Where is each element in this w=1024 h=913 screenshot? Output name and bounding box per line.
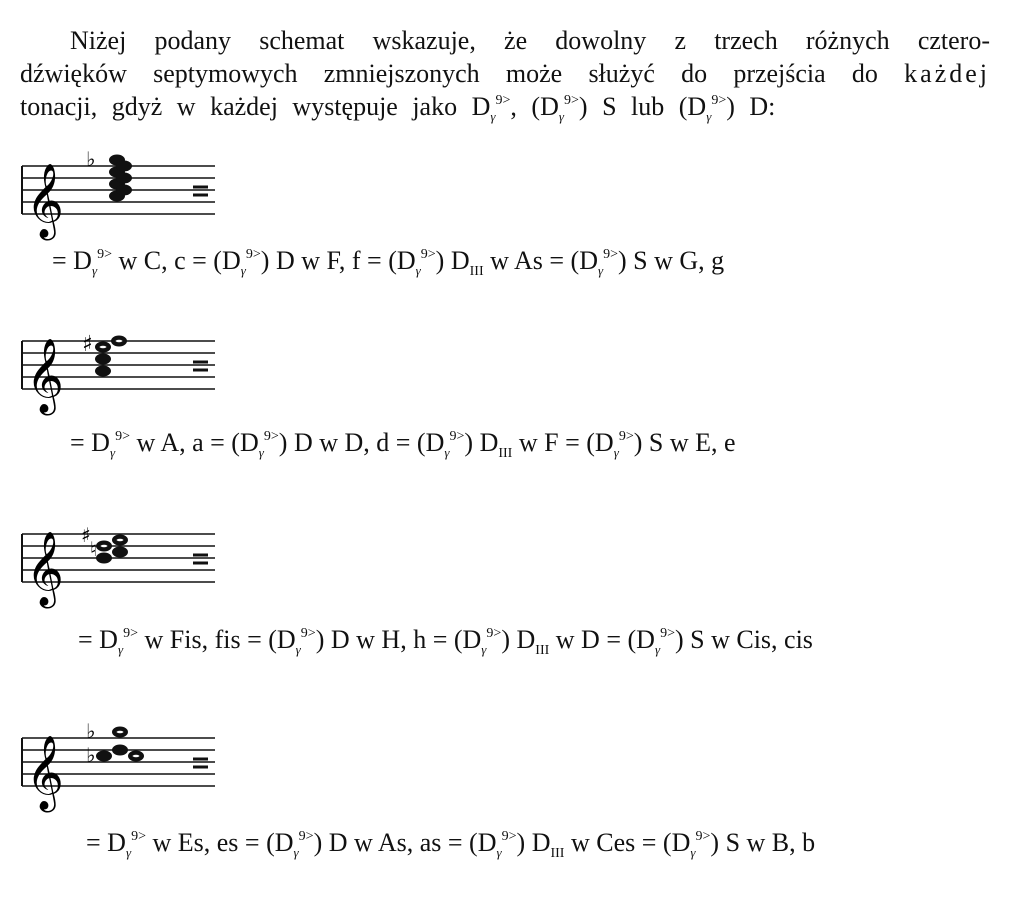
treble-clef-icon: 𝄞 (26, 532, 64, 606)
flat-icon: ♭ (86, 743, 96, 767)
dominant-symbol: $D_\gamma^{9>}$ (687, 92, 727, 124)
intro-line-2 (20, 57, 990, 90)
chord-example-4 (0, 722, 1024, 872)
music-staff-3 (0, 518, 240, 618)
dominant-symbol: $D_\gamma^{9>}$ (671, 828, 711, 860)
dominant-symbol: $D_\gamma^{9>}$ (471, 92, 511, 124)
dominant-symbol: $D_\gamma^{9>}$ (540, 92, 579, 124)
dominant-iii-symbol: $D_{III}$ (531, 828, 565, 861)
dominant-symbol: $D_\gamma^{9>}$ (99, 625, 138, 657)
music-staff-1 (0, 150, 240, 250)
dominant-symbol: $D_\gamma^{9>}$ (425, 428, 465, 460)
dominant-iii-symbol: $D_{III}$ (450, 246, 484, 279)
dominant-symbol: $D_\gamma^{9>}$ (477, 828, 517, 860)
dominant-symbol: $D_\gamma^{9>}$ (579, 246, 618, 278)
chord-example-2 (0, 325, 1024, 465)
intro-line-2-text: dźwięków septymowych zmniejszonych może służyć do przejścia do (20, 59, 905, 88)
dominant-symbol: $D_\gamma^{9>}$ (91, 428, 130, 460)
dominant-symbol: $D_\gamma^{9>}$ (636, 625, 675, 657)
equation-row-4: = $D_\gamma^{9>}$ w Es, es = $(D_\gamma^{9>})$ D w As, as = $(D_\gamma^{9>})$ $D_{III}$ w Ces = $(D_\gamma^{9>})$ S w B, b (86, 828, 816, 861)
intro-line-3-sep: , ( (510, 92, 541, 121)
chord-example-3 (0, 518, 1024, 658)
flat-icon: ♭ (86, 150, 96, 171)
music-staff-4 (0, 722, 240, 822)
sharp-icon: ♯ (81, 523, 91, 547)
dominant-symbol: $D_\gamma^{9>}$ (276, 625, 316, 657)
treble-clef-icon: 𝄞 (26, 164, 64, 238)
chord-example-1 (0, 150, 1024, 290)
intro-line-3-mid: ) S lub ( (578, 92, 688, 121)
intro-line-1 (20, 24, 990, 57)
dominant-symbol: $D_\gamma^{9>}$ (107, 828, 146, 860)
dominant-symbol: $D_\gamma^{9>}$ (221, 246, 261, 278)
dominant-symbol: $D_\gamma^{9>}$ (73, 246, 112, 278)
dominant-symbol: $D_\gamma^{9>}$ (274, 828, 314, 860)
treble-clef-icon: 𝄞 (26, 339, 64, 413)
dominant-symbol: $D_\gamma^{9>}$ (239, 428, 279, 460)
equation-row-1: = $D_\gamma^{9>}$ w C, $c = (D_\gamma^{9>})$ D w F, $f = (D_\gamma^{9>})$ $D_{III}$ w $As = (D_\gamma^{9>})$ S w G, g (52, 246, 725, 279)
sharp-icon: ♯ (82, 332, 93, 357)
music-staff-2 (0, 325, 240, 425)
intro-paragraph (20, 24, 990, 123)
dominant-iii-symbol: $D_{III}$ (479, 428, 513, 461)
intro-line-1-text: Niżej podany schemat wskazuje, że dowolny z trzech różnych cztero- (70, 26, 990, 55)
intro-line-3-end: ) D: (726, 92, 776, 121)
treble-clef-icon: 𝄞 (26, 736, 64, 810)
natural-icon: ♮ (90, 537, 98, 561)
intro-line-3-text: tonacji, gdyż w każdej występuje jako (20, 92, 472, 121)
equation-row-3: = $D_\gamma^{9>}$ w Fis, fis = $(D_\gamma^{9>})$ D w H, $h = (D_\gamma^{9>})$ $D_{III}$ w $D = (D_\gamma^{9>})$ S w Cis, cis (78, 625, 813, 658)
dominant-symbol: $D_\gamma^{9>}$ (396, 246, 436, 278)
intro-line-3 (20, 90, 990, 123)
dominant-iii-symbol: $D_{III}$ (516, 625, 550, 658)
dominant-symbol: $D_\gamma^{9>}$ (594, 428, 634, 460)
flat-icon: ♭ (86, 722, 96, 743)
dominant-symbol: $D_\gamma^{9>}$ (462, 625, 502, 657)
equation-row-2: = $D_\gamma^{9>}$ w A, $a = (D_\gamma^{9>})$ D w D, $d = (D_\gamma^{9>})$ $D_{III}$ w $F = (D_\gamma^{9>})$ S w E, e (70, 428, 736, 461)
intro-line-2-spaced-word: każdej (904, 59, 990, 88)
